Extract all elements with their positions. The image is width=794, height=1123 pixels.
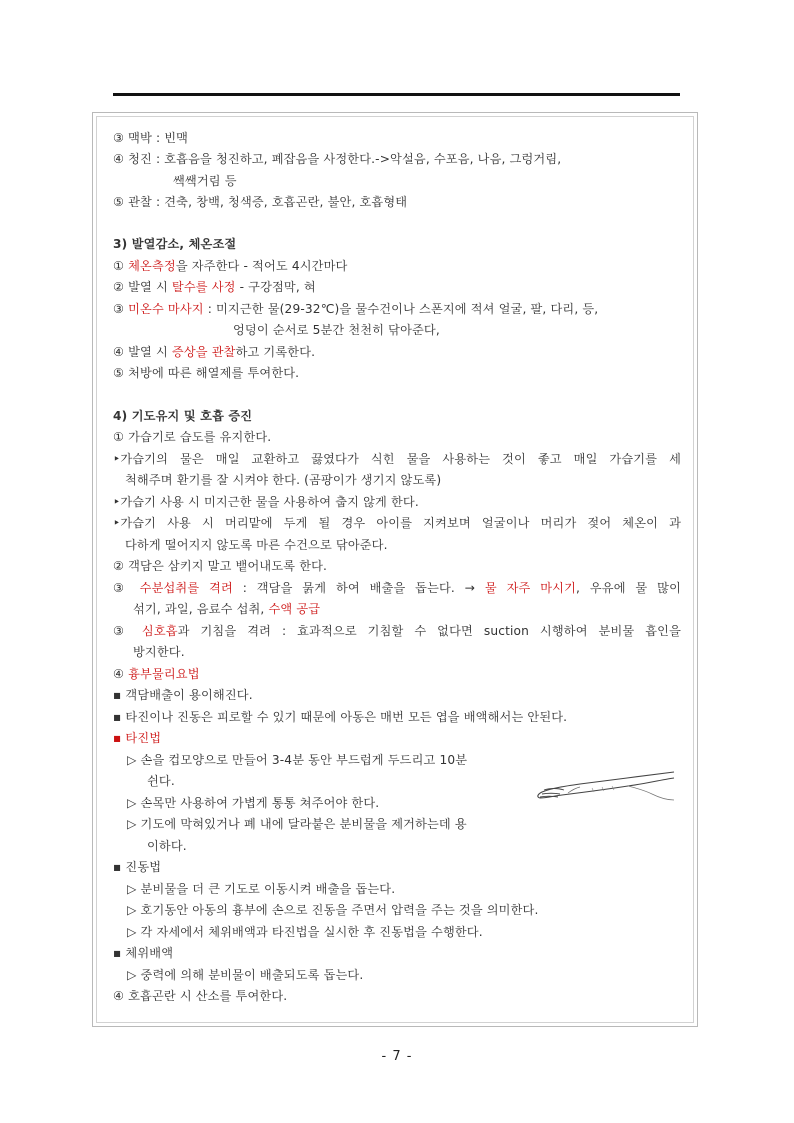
text-line: ④ 청진 : 호흡음을 청진하고, 폐잡음을 사정한다.->악설음, 수포음, 나음, 그렁거림,	[113, 152, 562, 166]
text-line: ③ 심호흡과 기침을 격려 : 효과적으로 기침할 수 없다면 suction 시행하여 분비물 흡인을	[113, 624, 681, 638]
text-line: 쌕쌕거림 등	[173, 174, 237, 188]
text-line: 방지한다.	[133, 645, 185, 659]
text-line: ▷ 각 자세에서 체위배액과 타진법을 실시한 후 진동법을 수행한다.	[127, 925, 483, 939]
text-line: ‣가습기 사용 시 머리맡에 두게 될 경우 아이를 지켜보며 얼굴이나 머리가 젖어 체온이 과	[113, 516, 681, 530]
text-line: ③ 맥박 : 빈맥	[113, 131, 189, 145]
page-number: - 7 -	[381, 1049, 413, 1064]
header-rule	[113, 93, 680, 96]
text-line: ② 발열 시 탈수를 사정 - 구강점막, 혀	[113, 280, 316, 294]
text-line: 척해주며 환기를 잘 시켜야 한다. (곰팡이가 생기지 않도록)	[125, 473, 442, 487]
text-line: ② 객담은 삼키지 말고 뱉어내도록 한다.	[113, 559, 328, 573]
text-line: ▪ 진동법	[113, 860, 162, 874]
text-line: 쉰다.	[147, 774, 175, 788]
text-line: ‣가습기의 물은 매일 교환하고 끓였다가 식힌 물을 사용하는 것이 좋고 매일 가습기를 세	[113, 452, 681, 466]
text-line: ⑤ 관찰 : 견축, 창백, 청색증, 호흡곤란, 불안, 호흡형태	[113, 195, 408, 209]
text-line: ④ 흉부물리요법	[113, 667, 200, 681]
text-line: ▷ 손목만 사용하여 가볍게 통통 쳐주어야 한다.	[127, 796, 380, 810]
text-line: ▷ 기도에 막혀있거나 폐 내에 달라붙은 분비물을 제거하는데 용	[127, 817, 467, 831]
text-line: ③ 수분섭취를 격려 : 객담을 묽게 하여 배출을 돕는다. → 물 자주 마시기, 우유에 물 많이	[113, 581, 681, 595]
section-heading-fever: 3) 발열감소, 체온조절	[113, 237, 237, 251]
text-line: ▪ 타진법	[113, 731, 162, 745]
text-line: ① 가습기로 습도를 유지한다.	[113, 430, 272, 444]
hand-percussion-icon	[532, 766, 678, 808]
text-line: ▪ 객담배출이 용이해진다.	[113, 688, 253, 702]
text-line: 다하게 떨어지지 않도록 마른 수건으로 닦아준다.	[125, 538, 388, 552]
text-line: ▪ 체위배액	[113, 946, 174, 960]
text-line: ▪ 타진이나 진동은 피로할 수 있기 때문에 아동은 매번 모든 엽을 배액해서는 안된다.	[113, 710, 568, 724]
text-line: ▷ 손을 컵모양으로 만들어 3-4분 동안 부드럽게 두드리고 10분	[127, 753, 468, 767]
text-line: ④ 호흡곤란 시 산소를 투여한다.	[113, 989, 288, 1003]
text-line: ③ 미온수 마사지 : 미지근한 물(29-32℃)을 물수건이나 스폰지에 적셔 얼굴, 팔, 다리, 등,	[113, 302, 599, 316]
text-line: 섞기, 과일, 음료수 섭취, 수액 공급	[133, 602, 321, 616]
text-line: ▷ 중력에 의해 분비물이 배출되도록 돕는다.	[127, 968, 364, 982]
text-line: ▷ 분비물을 더 큰 기도로 이동시켜 배출을 돕는다.	[127, 882, 396, 896]
text-line: ‣가습기 사용 시 미지근한 물을 사용하여 춥지 않게 한다.	[113, 495, 419, 509]
text-line: ① 체온측정을 자주한다 - 적어도 4시간마다	[113, 259, 348, 273]
text-line: ▷ 호기동안 아동의 흉부에 손으로 진동을 주면서 압력을 주는 것을 의미한다.	[127, 903, 539, 917]
text-line: ⑤ 처방에 따른 해열제를 투여한다.	[113, 366, 300, 380]
text-line: ④ 발열 시 증상을 관찰하고 기록한다.	[113, 345, 316, 359]
text-line: 엉덩이 순서로 5분간 천천히 닦아준다,	[233, 323, 440, 337]
section-heading-airway: 4) 기도유지 및 호흡 증진	[113, 409, 253, 423]
text-line: 이하다.	[147, 839, 187, 853]
